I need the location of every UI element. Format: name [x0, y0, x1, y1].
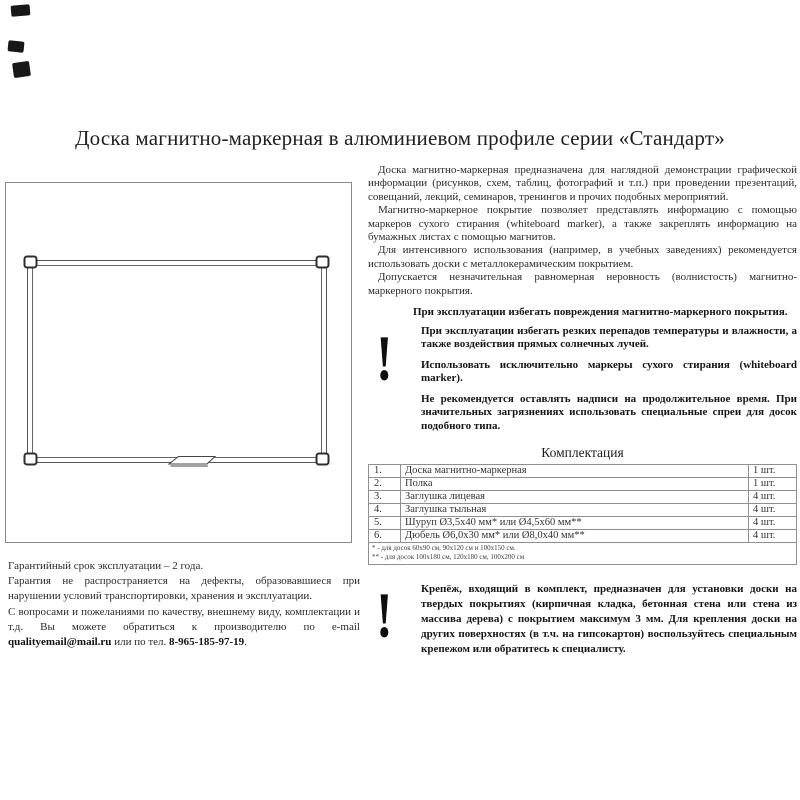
warranty-disclaimer: Гарантия не распространяется на дефекты, образовавшиеся при нарушении условий транспортировки, хранения и эксплуатации. — [8, 575, 360, 603]
intro-paragraph: Допускается незначительная равномерная неровность (волнистость) магнитно-маркерного покрытия. — [368, 271, 797, 297]
corner-cap — [25, 257, 37, 268]
quantity-cell: 4 шт. — [749, 529, 797, 542]
care-warning-block — [368, 321, 797, 440]
whiteboard-figure — [6, 183, 351, 542]
footnote-cell — [369, 542, 797, 564]
contact-phone: 8-965-185-97-19 — [169, 636, 245, 649]
intro-paragraph: Для интенсивного использования (например, в учебных заведениях) рекомендуется использовать доски с металлокерамическим покрытием. — [368, 244, 797, 270]
item-name-cell: Доска магнитно-маркерная — [401, 464, 749, 477]
page-title: Доска магнитно-маркерная в алюминиевом профиле серии «Стандарт» — [75, 126, 725, 150]
corner-cap — [317, 257, 329, 268]
table-row — [369, 529, 797, 542]
exclamation-icon: ! — [376, 321, 393, 394]
scan-artifact — [11, 4, 31, 17]
intro-paragraph: Доска магнитно-маркерная предназначена для наглядной демонстрации графической информации (рисунков, схем, таблиц, фотографий и т.п.) при проведении презентаций, совещаний, лекций, семинаров, тренингов и прочих подобных мероприятий. — [368, 164, 797, 203]
corner-cap — [317, 454, 329, 465]
row-number-cell: 2. — [369, 477, 401, 490]
care-headline: При эксплуатации избегать повреждения магнитно-маркерного покрытия. — [413, 306, 788, 319]
mounting-warning-text: Крепёж, входящий в комплект, предназначен для установки доски на твердых покрытиях (кирпичная кладка, бетонная стена или стена из массива дерева) с покрытием максимум 3 мм. Для крепления доски на других поверхностях (в т.ч. на гипсокартон) воспользуйтесь специальным крепежом или обратитесь к специалисту. — [421, 582, 797, 655]
item-name-cell: Заглушка лицевая — [401, 490, 749, 503]
contact-email: qualityemail@mail.ru — [8, 636, 112, 649]
care-warning-texts — [421, 325, 797, 440]
item-name-cell: Шуруп Ø3,5х40 мм* или Ø4,5х60 мм** — [401, 516, 749, 529]
corner-cap — [25, 454, 37, 465]
quantity-cell: 1 шт. — [749, 477, 797, 490]
item-name-cell: Заглушка тыльная — [401, 503, 749, 516]
care-warning-item: Не рекомендуется оставлять надписи на продолжительное время. При значительных загрязнениях использовать специальные спреи для досок подобного типа. — [421, 392, 797, 432]
warranty-block — [8, 559, 360, 650]
scan-artifact — [7, 40, 24, 53]
whiteboard-figure-box — [5, 182, 352, 543]
table-row — [369, 477, 797, 490]
quantity-cell: 4 шт. — [749, 516, 797, 529]
mounting-warning-block — [368, 578, 797, 657]
whiteboard-frame-inner — [33, 266, 322, 458]
quantity-cell: 4 шт. — [749, 503, 797, 516]
row-number-cell: 1. — [369, 464, 401, 477]
table-row — [369, 490, 797, 503]
item-name-cell: Дюбель Ø6,0х30 мм* или Ø8,0х40 мм** — [401, 529, 749, 542]
table-row — [369, 503, 797, 516]
intro-paragraph: Магнитно-маркерное покрытие позволяет представлять информацию с помощью маркеров сухого стирания (whiteboard marker), а также закреплять информацию на бумажных листах с помощью магнитов. — [368, 204, 797, 244]
contact-text: С вопросами и пожеланиями по качеству, внешнему виду, комплектации и т.д. Вы можете обратиться к производителю по e-mail — [8, 605, 360, 633]
row-number-cell: 4. — [369, 503, 401, 516]
footnote-row — [369, 542, 797, 564]
footnote: * - для досок 60х90 см, 90х120 см и 100х150 см. — [372, 543, 516, 552]
warranty-term: Гарантийный срок эксплуатации – 2 года. — [8, 560, 204, 572]
exclamation-icon: ! — [376, 578, 393, 651]
table-row — [369, 464, 797, 477]
scan-artifact — [12, 61, 31, 78]
contact-text: . — [244, 636, 247, 649]
item-name-cell: Полка — [401, 477, 749, 490]
equipment-heading: Комплектация — [541, 444, 624, 460]
care-warning-item: Использовать исключительно маркеры сухого стирания (whiteboard marker). — [421, 358, 797, 385]
row-number-cell: 6. — [369, 529, 401, 542]
contact-text: или по тел. — [111, 636, 170, 649]
table-row — [369, 516, 797, 529]
row-number-cell: 5. — [369, 516, 401, 529]
row-number-cell: 3. — [369, 490, 401, 503]
footnote: ** - для досок 100х180 см, 120х180 см, 100х200 см — [372, 552, 525, 561]
warranty-contact — [8, 605, 360, 651]
care-warning-item: При эксплуатации избегать резких перепадов температуры и влажности, а также воздействия прямых солнечных лучей. — [421, 325, 797, 351]
description-column — [368, 164, 797, 657]
equipment-table — [368, 464, 797, 565]
quantity-cell: 1 шт. — [749, 464, 797, 477]
quantity-cell: 4 шт. — [749, 490, 797, 503]
